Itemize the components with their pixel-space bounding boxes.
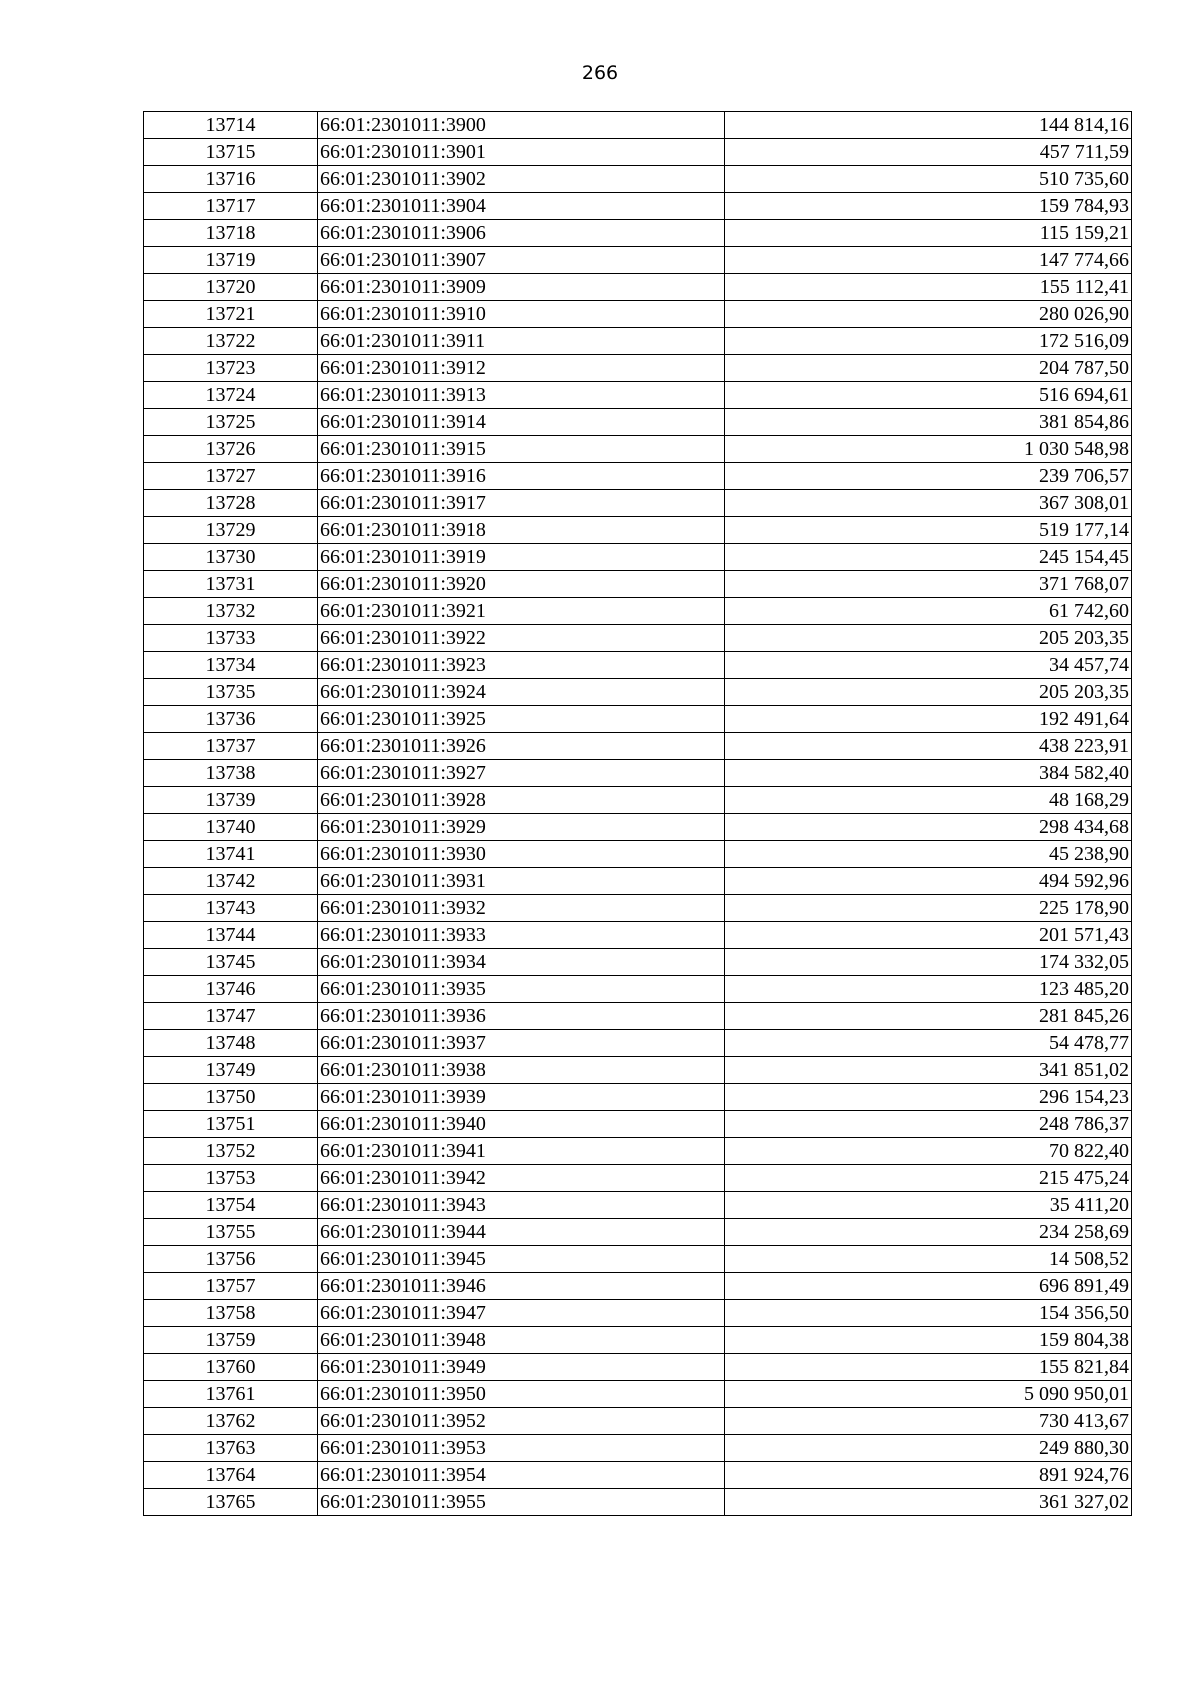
table-row bbox=[144, 517, 1132, 544]
cadastral-value-cell: 361 327,02 bbox=[725, 1489, 1132, 1516]
row-number-cell: 13749 bbox=[144, 1057, 318, 1084]
cadastral-number-cell: 66:01:2301011:3927 bbox=[318, 760, 725, 787]
row-number-cell: 13732 bbox=[144, 598, 318, 625]
cadastral-value-cell: 154 356,50 bbox=[725, 1300, 1132, 1327]
cadastral-value-cell: 438 223,91 bbox=[725, 733, 1132, 760]
table-row bbox=[144, 733, 1132, 760]
cadastral-value-cell: 155 821,84 bbox=[725, 1354, 1132, 1381]
table-row bbox=[144, 1354, 1132, 1381]
cadastral-number-cell: 66:01:2301011:3934 bbox=[318, 949, 725, 976]
cadastral-value-cell: 367 308,01 bbox=[725, 490, 1132, 517]
row-number-cell: 13741 bbox=[144, 841, 318, 868]
row-number-cell: 13752 bbox=[144, 1138, 318, 1165]
cadastral-value-cell: 457 711,59 bbox=[725, 139, 1132, 166]
table-row bbox=[144, 571, 1132, 598]
cadastral-number-cell: 66:01:2301011:3907 bbox=[318, 247, 725, 274]
row-number-cell: 13718 bbox=[144, 220, 318, 247]
row-number-cell: 13725 bbox=[144, 409, 318, 436]
cadastral-number-cell: 66:01:2301011:3914 bbox=[318, 409, 725, 436]
row-number-cell: 13763 bbox=[144, 1435, 318, 1462]
table-row bbox=[144, 139, 1132, 166]
table-row bbox=[144, 112, 1132, 139]
row-number-cell: 13734 bbox=[144, 652, 318, 679]
row-number-cell: 13765 bbox=[144, 1489, 318, 1516]
table-row bbox=[144, 274, 1132, 301]
row-number-cell: 13748 bbox=[144, 1030, 318, 1057]
cadastral-value-cell: 296 154,23 bbox=[725, 1084, 1132, 1111]
table-row bbox=[144, 868, 1132, 895]
cadastral-value-cell: 159 804,38 bbox=[725, 1327, 1132, 1354]
table-row bbox=[144, 1435, 1132, 1462]
row-number-cell: 13740 bbox=[144, 814, 318, 841]
cadastral-value-cell: 384 582,40 bbox=[725, 760, 1132, 787]
table-row bbox=[144, 922, 1132, 949]
cadastral-value-cell: 201 571,43 bbox=[725, 922, 1132, 949]
table-row bbox=[144, 436, 1132, 463]
table-row bbox=[144, 463, 1132, 490]
table-row bbox=[144, 1030, 1132, 1057]
cadastral-value-cell: 192 491,64 bbox=[725, 706, 1132, 733]
cadastral-number-cell: 66:01:2301011:3936 bbox=[318, 1003, 725, 1030]
cadastral-number-cell: 66:01:2301011:3912 bbox=[318, 355, 725, 382]
row-number-cell: 13760 bbox=[144, 1354, 318, 1381]
table-row bbox=[144, 787, 1132, 814]
table-row bbox=[144, 193, 1132, 220]
cadastral-number-cell: 66:01:2301011:3930 bbox=[318, 841, 725, 868]
cadastral-value-cell: 174 332,05 bbox=[725, 949, 1132, 976]
table-row bbox=[144, 1219, 1132, 1246]
cadastral-number-cell: 66:01:2301011:3910 bbox=[318, 301, 725, 328]
cadastral-value-cell: 494 592,96 bbox=[725, 868, 1132, 895]
row-number-cell: 13735 bbox=[144, 679, 318, 706]
cadastral-value-cell: 147 774,66 bbox=[725, 247, 1132, 274]
cadastral-number-cell: 66:01:2301011:3919 bbox=[318, 544, 725, 571]
row-number-cell: 13721 bbox=[144, 301, 318, 328]
cadastral-number-cell: 66:01:2301011:3952 bbox=[318, 1408, 725, 1435]
cadastral-number-cell: 66:01:2301011:3904 bbox=[318, 193, 725, 220]
row-number-cell: 13755 bbox=[144, 1219, 318, 1246]
cadastral-value-cell: 248 786,37 bbox=[725, 1111, 1132, 1138]
row-number-cell: 13715 bbox=[144, 139, 318, 166]
cadastral-number-cell: 66:01:2301011:3926 bbox=[318, 733, 725, 760]
cadastral-value-cell: 249 880,30 bbox=[725, 1435, 1132, 1462]
cadastral-number-cell: 66:01:2301011:3943 bbox=[318, 1192, 725, 1219]
row-number-cell: 13745 bbox=[144, 949, 318, 976]
cadastral-value-cell: 516 694,61 bbox=[725, 382, 1132, 409]
cadastral-value-cell: 61 742,60 bbox=[725, 598, 1132, 625]
table-row bbox=[144, 760, 1132, 787]
table-row bbox=[144, 1408, 1132, 1435]
cadastral-value-cell: 205 203,35 bbox=[725, 679, 1132, 706]
cadastral-number-cell: 66:01:2301011:3940 bbox=[318, 1111, 725, 1138]
cadastral-number-cell: 66:01:2301011:3944 bbox=[318, 1219, 725, 1246]
cadastral-value-cell: 45 238,90 bbox=[725, 841, 1132, 868]
row-number-cell: 13733 bbox=[144, 625, 318, 652]
table-body bbox=[144, 112, 1132, 1516]
cadastral-number-cell: 66:01:2301011:3955 bbox=[318, 1489, 725, 1516]
row-number-cell: 13731 bbox=[144, 571, 318, 598]
cadastral-value-cell: 239 706,57 bbox=[725, 463, 1132, 490]
cadastral-value-cell: 115 159,21 bbox=[725, 220, 1132, 247]
cadastral-number-cell: 66:01:2301011:3922 bbox=[318, 625, 725, 652]
row-number-cell: 13742 bbox=[144, 868, 318, 895]
row-number-cell: 13714 bbox=[144, 112, 318, 139]
cadastral-number-cell: 66:01:2301011:3923 bbox=[318, 652, 725, 679]
row-number-cell: 13738 bbox=[144, 760, 318, 787]
cadastral-value-cell: 54 478,77 bbox=[725, 1030, 1132, 1057]
row-number-cell: 13737 bbox=[144, 733, 318, 760]
cadastral-number-cell: 66:01:2301011:3901 bbox=[318, 139, 725, 166]
row-number-cell: 13743 bbox=[144, 895, 318, 922]
row-number-cell: 13723 bbox=[144, 355, 318, 382]
cadastral-value-cell: 155 112,41 bbox=[725, 274, 1132, 301]
cadastral-number-cell: 66:01:2301011:3945 bbox=[318, 1246, 725, 1273]
cadastral-value-cell: 298 434,68 bbox=[725, 814, 1132, 841]
cadastral-value-cell: 159 784,93 bbox=[725, 193, 1132, 220]
cadastral-value-cell: 215 475,24 bbox=[725, 1165, 1132, 1192]
cadastral-number-cell: 66:01:2301011:3949 bbox=[318, 1354, 725, 1381]
row-number-cell: 13744 bbox=[144, 922, 318, 949]
row-number-cell: 13730 bbox=[144, 544, 318, 571]
cadastral-value-cell: 519 177,14 bbox=[725, 517, 1132, 544]
table-row bbox=[144, 409, 1132, 436]
page-number: 266 bbox=[581, 62, 619, 84]
table-row bbox=[144, 490, 1132, 517]
cadastral-value-cell: 1 030 548,98 bbox=[725, 436, 1132, 463]
cadastral-value-cell: 696 891,49 bbox=[725, 1273, 1132, 1300]
row-number-cell: 13764 bbox=[144, 1462, 318, 1489]
table-row bbox=[144, 1192, 1132, 1219]
cadastral-number-cell: 66:01:2301011:3921 bbox=[318, 598, 725, 625]
cadastral-number-cell: 66:01:2301011:3933 bbox=[318, 922, 725, 949]
table-row bbox=[144, 976, 1132, 1003]
cadastral-number-cell: 66:01:2301011:3941 bbox=[318, 1138, 725, 1165]
cadastral-value-cell: 35 411,20 bbox=[725, 1192, 1132, 1219]
cadastral-value-cell: 341 851,02 bbox=[725, 1057, 1132, 1084]
cadastral-number-cell: 66:01:2301011:3954 bbox=[318, 1462, 725, 1489]
row-number-cell: 13751 bbox=[144, 1111, 318, 1138]
row-number-cell: 13759 bbox=[144, 1327, 318, 1354]
table-row bbox=[144, 544, 1132, 571]
cadastral-value-cell: 371 768,07 bbox=[725, 571, 1132, 598]
table-row bbox=[144, 1327, 1132, 1354]
cadastral-number-cell: 66:01:2301011:3915 bbox=[318, 436, 725, 463]
row-number-cell: 13728 bbox=[144, 490, 318, 517]
table-row bbox=[144, 247, 1132, 274]
cadastral-value-cell: 5 090 950,01 bbox=[725, 1381, 1132, 1408]
cadastral-number-cell: 66:01:2301011:3909 bbox=[318, 274, 725, 301]
cadastral-value-cell: 123 485,20 bbox=[725, 976, 1132, 1003]
row-number-cell: 13726 bbox=[144, 436, 318, 463]
cadastral-number-cell: 66:01:2301011:3911 bbox=[318, 328, 725, 355]
cadastral-value-cell: 48 168,29 bbox=[725, 787, 1132, 814]
cadastral-value-cell: 381 854,86 bbox=[725, 409, 1132, 436]
table-row bbox=[144, 895, 1132, 922]
cadastral-value-table bbox=[143, 111, 1132, 1516]
row-number-cell: 13747 bbox=[144, 1003, 318, 1030]
table-row bbox=[144, 1165, 1132, 1192]
table-row bbox=[144, 328, 1132, 355]
table-row bbox=[144, 220, 1132, 247]
table-row bbox=[144, 355, 1132, 382]
cadastral-number-cell: 66:01:2301011:3946 bbox=[318, 1273, 725, 1300]
cadastral-value-cell: 144 814,16 bbox=[725, 112, 1132, 139]
table-row bbox=[144, 1246, 1132, 1273]
row-number-cell: 13719 bbox=[144, 247, 318, 274]
table-row bbox=[144, 1057, 1132, 1084]
row-number-cell: 13756 bbox=[144, 1246, 318, 1273]
cadastral-number-cell: 66:01:2301011:3916 bbox=[318, 463, 725, 490]
row-number-cell: 13729 bbox=[144, 517, 318, 544]
table-row bbox=[144, 1300, 1132, 1327]
table-row bbox=[144, 1381, 1132, 1408]
cadastral-number-cell: 66:01:2301011:3942 bbox=[318, 1165, 725, 1192]
row-number-cell: 13720 bbox=[144, 274, 318, 301]
cadastral-value-cell: 70 822,40 bbox=[725, 1138, 1132, 1165]
cadastral-value-cell: 891 924,76 bbox=[725, 1462, 1132, 1489]
cadastral-value-cell: 14 508,52 bbox=[725, 1246, 1132, 1273]
cadastral-number-cell: 66:01:2301011:3939 bbox=[318, 1084, 725, 1111]
cadastral-number-cell: 66:01:2301011:3931 bbox=[318, 868, 725, 895]
table-row bbox=[144, 1489, 1132, 1516]
table-row bbox=[144, 706, 1132, 733]
row-number-cell: 13746 bbox=[144, 976, 318, 1003]
cadastral-value-cell: 172 516,09 bbox=[725, 328, 1132, 355]
cadastral-number-cell: 66:01:2301011:3924 bbox=[318, 679, 725, 706]
cadastral-number-cell: 66:01:2301011:3902 bbox=[318, 166, 725, 193]
table-row bbox=[144, 841, 1132, 868]
row-number-cell: 13716 bbox=[144, 166, 318, 193]
cadastral-number-cell: 66:01:2301011:3938 bbox=[318, 1057, 725, 1084]
cadastral-value-cell: 204 787,50 bbox=[725, 355, 1132, 382]
cadastral-number-cell: 66:01:2301011:3906 bbox=[318, 220, 725, 247]
cadastral-number-cell: 66:01:2301011:3929 bbox=[318, 814, 725, 841]
row-number-cell: 13761 bbox=[144, 1381, 318, 1408]
cadastral-number-cell: 66:01:2301011:3953 bbox=[318, 1435, 725, 1462]
table-row bbox=[144, 679, 1132, 706]
row-number-cell: 13722 bbox=[144, 328, 318, 355]
cadastral-value-cell: 280 026,90 bbox=[725, 301, 1132, 328]
table-row bbox=[144, 1138, 1132, 1165]
cadastral-number-cell: 66:01:2301011:3925 bbox=[318, 706, 725, 733]
cadastral-number-cell: 66:01:2301011:3928 bbox=[318, 787, 725, 814]
table-row bbox=[144, 652, 1132, 679]
table-row bbox=[144, 1003, 1132, 1030]
table-row bbox=[144, 598, 1132, 625]
cadastral-number-cell: 66:01:2301011:3950 bbox=[318, 1381, 725, 1408]
table-row bbox=[144, 166, 1132, 193]
row-number-cell: 13762 bbox=[144, 1408, 318, 1435]
row-number-cell: 13717 bbox=[144, 193, 318, 220]
cadastral-number-cell: 66:01:2301011:3948 bbox=[318, 1327, 725, 1354]
row-number-cell: 13727 bbox=[144, 463, 318, 490]
cadastral-value-cell: 281 845,26 bbox=[725, 1003, 1132, 1030]
table-row bbox=[144, 625, 1132, 652]
cadastral-number-cell: 66:01:2301011:3917 bbox=[318, 490, 725, 517]
row-number-cell: 13724 bbox=[144, 382, 318, 409]
cadastral-number-cell: 66:01:2301011:3913 bbox=[318, 382, 725, 409]
cadastral-number-cell: 66:01:2301011:3935 bbox=[318, 976, 725, 1003]
cadastral-number-cell: 66:01:2301011:3937 bbox=[318, 1030, 725, 1057]
cadastral-number-cell: 66:01:2301011:3932 bbox=[318, 895, 725, 922]
row-number-cell: 13736 bbox=[144, 706, 318, 733]
cadastral-value-cell: 225 178,90 bbox=[725, 895, 1132, 922]
cadastral-value-cell: 245 154,45 bbox=[725, 544, 1132, 571]
cadastral-value-cell: 205 203,35 bbox=[725, 625, 1132, 652]
row-number-cell: 13754 bbox=[144, 1192, 318, 1219]
table-row bbox=[144, 301, 1132, 328]
table-row bbox=[144, 1462, 1132, 1489]
cadastral-number-cell: 66:01:2301011:3947 bbox=[318, 1300, 725, 1327]
table-row bbox=[144, 1111, 1132, 1138]
row-number-cell: 13758 bbox=[144, 1300, 318, 1327]
cadastral-value-cell: 510 735,60 bbox=[725, 166, 1132, 193]
cadastral-number-cell: 66:01:2301011:3900 bbox=[318, 112, 725, 139]
table-row bbox=[144, 814, 1132, 841]
table-row bbox=[144, 382, 1132, 409]
cadastral-value-cell: 234 258,69 bbox=[725, 1219, 1132, 1246]
table-row bbox=[144, 1273, 1132, 1300]
cadastral-value-cell: 730 413,67 bbox=[725, 1408, 1132, 1435]
cadastral-number-cell: 66:01:2301011:3918 bbox=[318, 517, 725, 544]
row-number-cell: 13753 bbox=[144, 1165, 318, 1192]
row-number-cell: 13757 bbox=[144, 1273, 318, 1300]
cadastral-number-cell: 66:01:2301011:3920 bbox=[318, 571, 725, 598]
table-row bbox=[144, 1084, 1132, 1111]
table-row bbox=[144, 949, 1132, 976]
row-number-cell: 13750 bbox=[144, 1084, 318, 1111]
cadastral-value-cell: 34 457,74 bbox=[725, 652, 1132, 679]
row-number-cell: 13739 bbox=[144, 787, 318, 814]
